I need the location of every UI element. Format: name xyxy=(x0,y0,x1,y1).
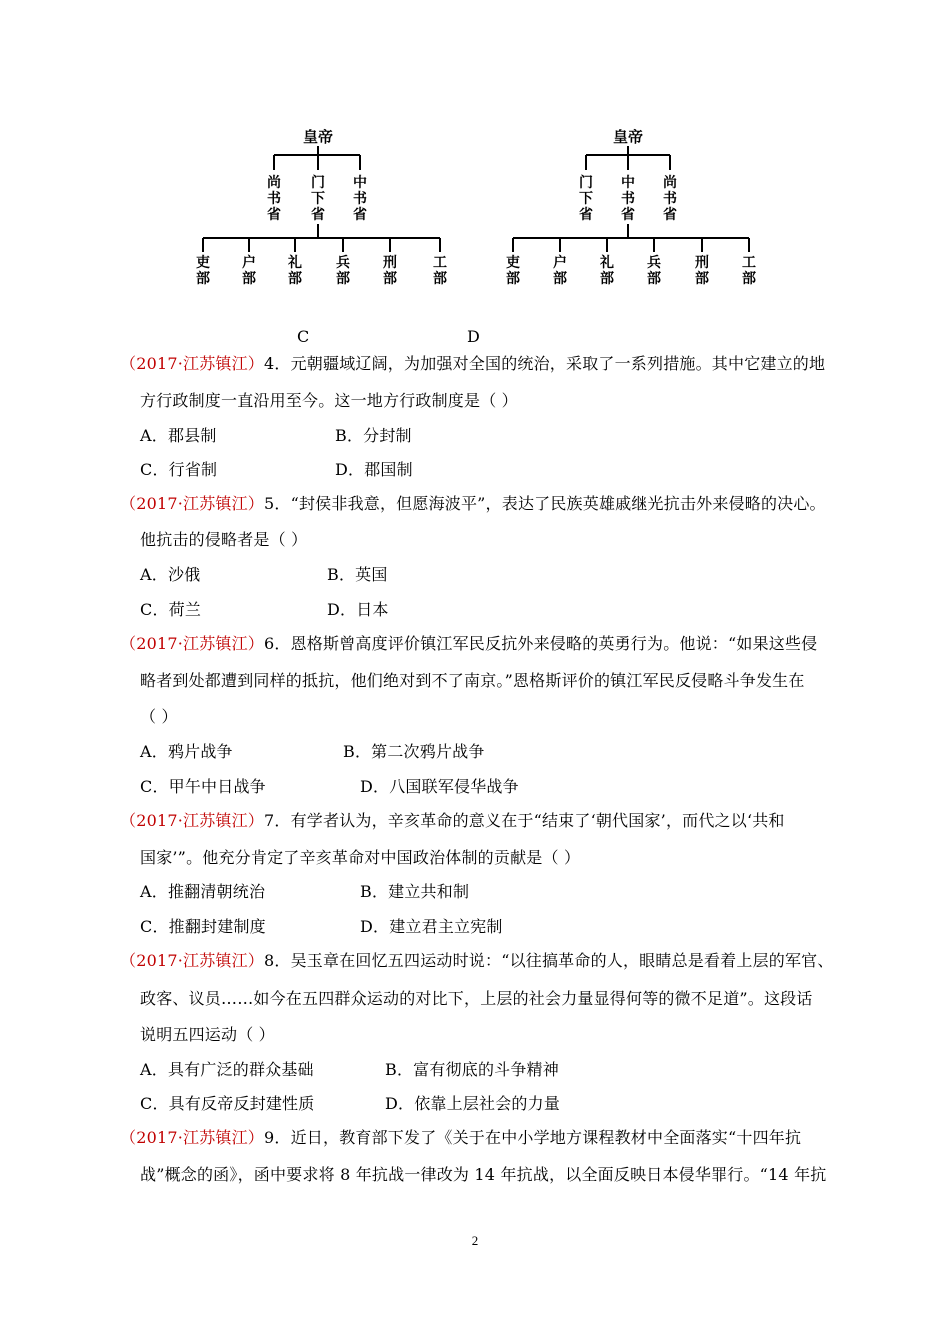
option-d: D．八国联军侵华战争 xyxy=(360,777,519,796)
svg-text:部: 部 xyxy=(647,271,661,287)
svg-text:部: 部 xyxy=(695,271,709,287)
svg-text:中: 中 xyxy=(353,175,367,191)
svg-text:下: 下 xyxy=(311,191,325,207)
option-d-label: D xyxy=(467,327,480,346)
question-4-line-2: 方行政制度一直沿用至今。这一地方行政制度是（ ） xyxy=(140,391,518,410)
question-4-line-1: （2017·江苏镇江）4．元朝疆域辽阔，为加强对全国的统治，采取了一系列措施。其中它建立的地 xyxy=(120,354,826,373)
svg-text:兵: 兵 xyxy=(647,255,661,271)
option-d: D．建立君主立宪制 xyxy=(360,917,503,936)
question-5-line-1: （2017·江苏镇江）5．“封侯非我意，但愿海波平”，表达了民族英雄戚继光抗击外来侵略的决心。 xyxy=(120,494,826,513)
svg-text:部: 部 xyxy=(742,271,756,287)
question-8-line-2: 政客、议员……如今在五四群众运动的对比下，上层的社会力量显得何等的微不足道”。这段话 xyxy=(140,989,813,1008)
diagram-d-dept-户部 xyxy=(553,254,567,287)
diagram-d-dept-礼部 xyxy=(599,254,614,287)
diagram-c-dept-刑部 xyxy=(383,255,397,287)
svg-text:部: 部 xyxy=(288,271,302,287)
svg-text:吏: 吏 xyxy=(506,255,520,271)
svg-text:工: 工 xyxy=(433,255,447,271)
question-source: （2017·江苏镇江） xyxy=(120,1128,265,1147)
question-7-line-1: （2017·江苏镇江）7．有学者认为，辛亥革命的意义在于“结束了‘朝代国家’，而代之以‘共和 xyxy=(120,811,785,830)
question-6-line-1: （2017·江苏镇江）6．恩格斯曾高度评价镇江军民反抗外来侵略的英勇行为。他说：“如果这些侵 xyxy=(120,634,818,653)
diagram-d-dept-吏部 xyxy=(506,254,520,287)
svg-text:吏: 吏 xyxy=(196,255,210,271)
option-c: C．荷兰 xyxy=(140,600,202,619)
diagram-d-node-门下省 xyxy=(579,174,593,223)
svg-text:部: 部 xyxy=(336,271,350,287)
option-c: C．推翻封建制度 xyxy=(140,917,266,936)
svg-text:部: 部 xyxy=(553,271,567,287)
diagram-d-node-中书省 xyxy=(621,174,635,223)
diagram-d-bottom xyxy=(506,254,756,287)
svg-text:礼: 礼 xyxy=(600,255,614,271)
option-b: B．分封制 xyxy=(335,426,412,445)
option-c: C．具有反帝反封建性质 xyxy=(140,1094,315,1113)
diagram-d-node-尚书省 xyxy=(663,174,677,223)
diagram-d-top: 皇帝 xyxy=(612,128,644,146)
svg-text:书: 书 xyxy=(621,191,635,207)
diagram-c-dept-户部 xyxy=(242,254,256,287)
question-6-line-2: 略者到处都遭到同样的抵抗，他们绝对到不了南京。”恩格斯评价的镇江军民反侵略斗争发生在 xyxy=(140,671,805,690)
diagram-d-middle xyxy=(579,174,677,223)
svg-text:刑: 刑 xyxy=(695,255,709,271)
option-b: B．富有彻底的斗争精神 xyxy=(385,1060,559,1079)
diagram-c-dept-兵部 xyxy=(336,254,350,287)
question-9-line-2: 战”概念的函》，函中要求将 8 年抗战一律改为 14 年抗战，以全面反映日本侵华罪行。“14 年抗 xyxy=(140,1165,827,1184)
diagram-c-top: 皇帝 xyxy=(302,128,334,146)
svg-text:尚: 尚 xyxy=(267,175,281,191)
svg-text:尚: 尚 xyxy=(663,175,677,191)
svg-text:部: 部 xyxy=(383,271,397,287)
option-d: D．郡国制 xyxy=(335,460,413,479)
option-d: D．日本 xyxy=(327,600,389,619)
option-b: B．建立共和制 xyxy=(360,882,470,901)
question-9-line-1: （2017·江苏镇江）9．近日，教育部下发了《关于在中小学地方课程教材中全面落实“十四年抗 xyxy=(120,1128,802,1147)
option-a: A．郡县制 xyxy=(140,426,217,445)
option-a: A．鸦片战争 xyxy=(140,742,233,761)
svg-text:刑: 刑 xyxy=(383,255,397,271)
svg-text:部: 部 xyxy=(196,271,210,287)
svg-text:部: 部 xyxy=(600,271,614,287)
svg-text:书: 书 xyxy=(663,191,677,207)
svg-text:中: 中 xyxy=(621,175,635,191)
question-6-line-3: （ ） xyxy=(140,707,178,726)
svg-text:省: 省 xyxy=(663,207,677,223)
diagram-c-bottom xyxy=(196,254,447,287)
question-source: （2017·江苏镇江） xyxy=(120,951,265,970)
diagram-d xyxy=(500,118,770,298)
svg-text:门: 门 xyxy=(579,175,593,191)
option-c: C．甲午中日战争 xyxy=(140,777,266,796)
question-source: （2017·江苏镇江） xyxy=(120,494,265,513)
question-source: （2017·江苏镇江） xyxy=(120,811,265,830)
svg-text:省: 省 xyxy=(267,207,281,223)
svg-text:户: 户 xyxy=(242,255,256,271)
question-source: （2017·江苏镇江） xyxy=(120,634,265,653)
diagram-c-node-尚书省 xyxy=(267,174,281,223)
svg-text:省: 省 xyxy=(579,207,593,223)
diagram-d-dept-兵部 xyxy=(647,254,661,287)
question-source: （2017·江苏镇江） xyxy=(120,354,265,373)
svg-text:部: 部 xyxy=(506,271,520,287)
diagram-c-dept-吏部 xyxy=(196,254,210,287)
diagram-d-dept-工部 xyxy=(742,255,756,287)
diagram-d-dept-刑部 xyxy=(695,255,709,287)
option-d: D．依靠上层社会的力量 xyxy=(385,1094,561,1113)
question-5-line-2: 他抗击的侵略者是（ ） xyxy=(140,530,308,549)
diagram-c-dept-礼部 xyxy=(287,254,302,287)
diagram-c-middle xyxy=(267,174,367,223)
diagram-c-node-门下省 xyxy=(311,174,325,223)
option-a: A．具有广泛的群众基础 xyxy=(140,1060,314,1079)
svg-text:书: 书 xyxy=(353,191,367,207)
diagram-c-node-中书省 xyxy=(353,174,367,223)
option-c: C．行省制 xyxy=(140,460,218,479)
svg-text:工: 工 xyxy=(742,255,756,271)
svg-text:部: 部 xyxy=(433,271,447,287)
option-b: B．第二次鸦片战争 xyxy=(343,742,485,761)
option-c-label: C xyxy=(297,327,310,346)
svg-text:省: 省 xyxy=(353,207,367,223)
question-8-line-3: 说明五四运动（ ） xyxy=(140,1025,275,1044)
svg-text:省: 省 xyxy=(311,207,325,223)
svg-text:礼: 礼 xyxy=(288,255,302,271)
svg-text:省: 省 xyxy=(621,207,635,223)
svg-text:书: 书 xyxy=(267,191,281,207)
svg-text:兵: 兵 xyxy=(336,255,350,271)
option-b: B．英国 xyxy=(327,565,388,584)
diagram-c-dept-工部 xyxy=(433,255,447,287)
page-number: 2 xyxy=(471,1233,479,1248)
svg-text:下: 下 xyxy=(579,191,593,207)
diagram-c xyxy=(190,118,460,298)
question-8-line-1: （2017·江苏镇江）8．吴玉章在回忆五四运动时说：“以往搞革命的人，眼睛总是看着上层的军官、 xyxy=(120,951,834,970)
svg-text:门: 门 xyxy=(311,175,325,191)
option-a: A．沙俄 xyxy=(140,565,201,584)
svg-text:户: 户 xyxy=(553,255,567,271)
option-a: A．推翻清朝统治 xyxy=(140,882,266,901)
svg-text:部: 部 xyxy=(242,271,256,287)
question-7-line-2: 国家’”。他充分肯定了辛亥革命对中国政治体制的贡献是（ ） xyxy=(140,848,581,867)
